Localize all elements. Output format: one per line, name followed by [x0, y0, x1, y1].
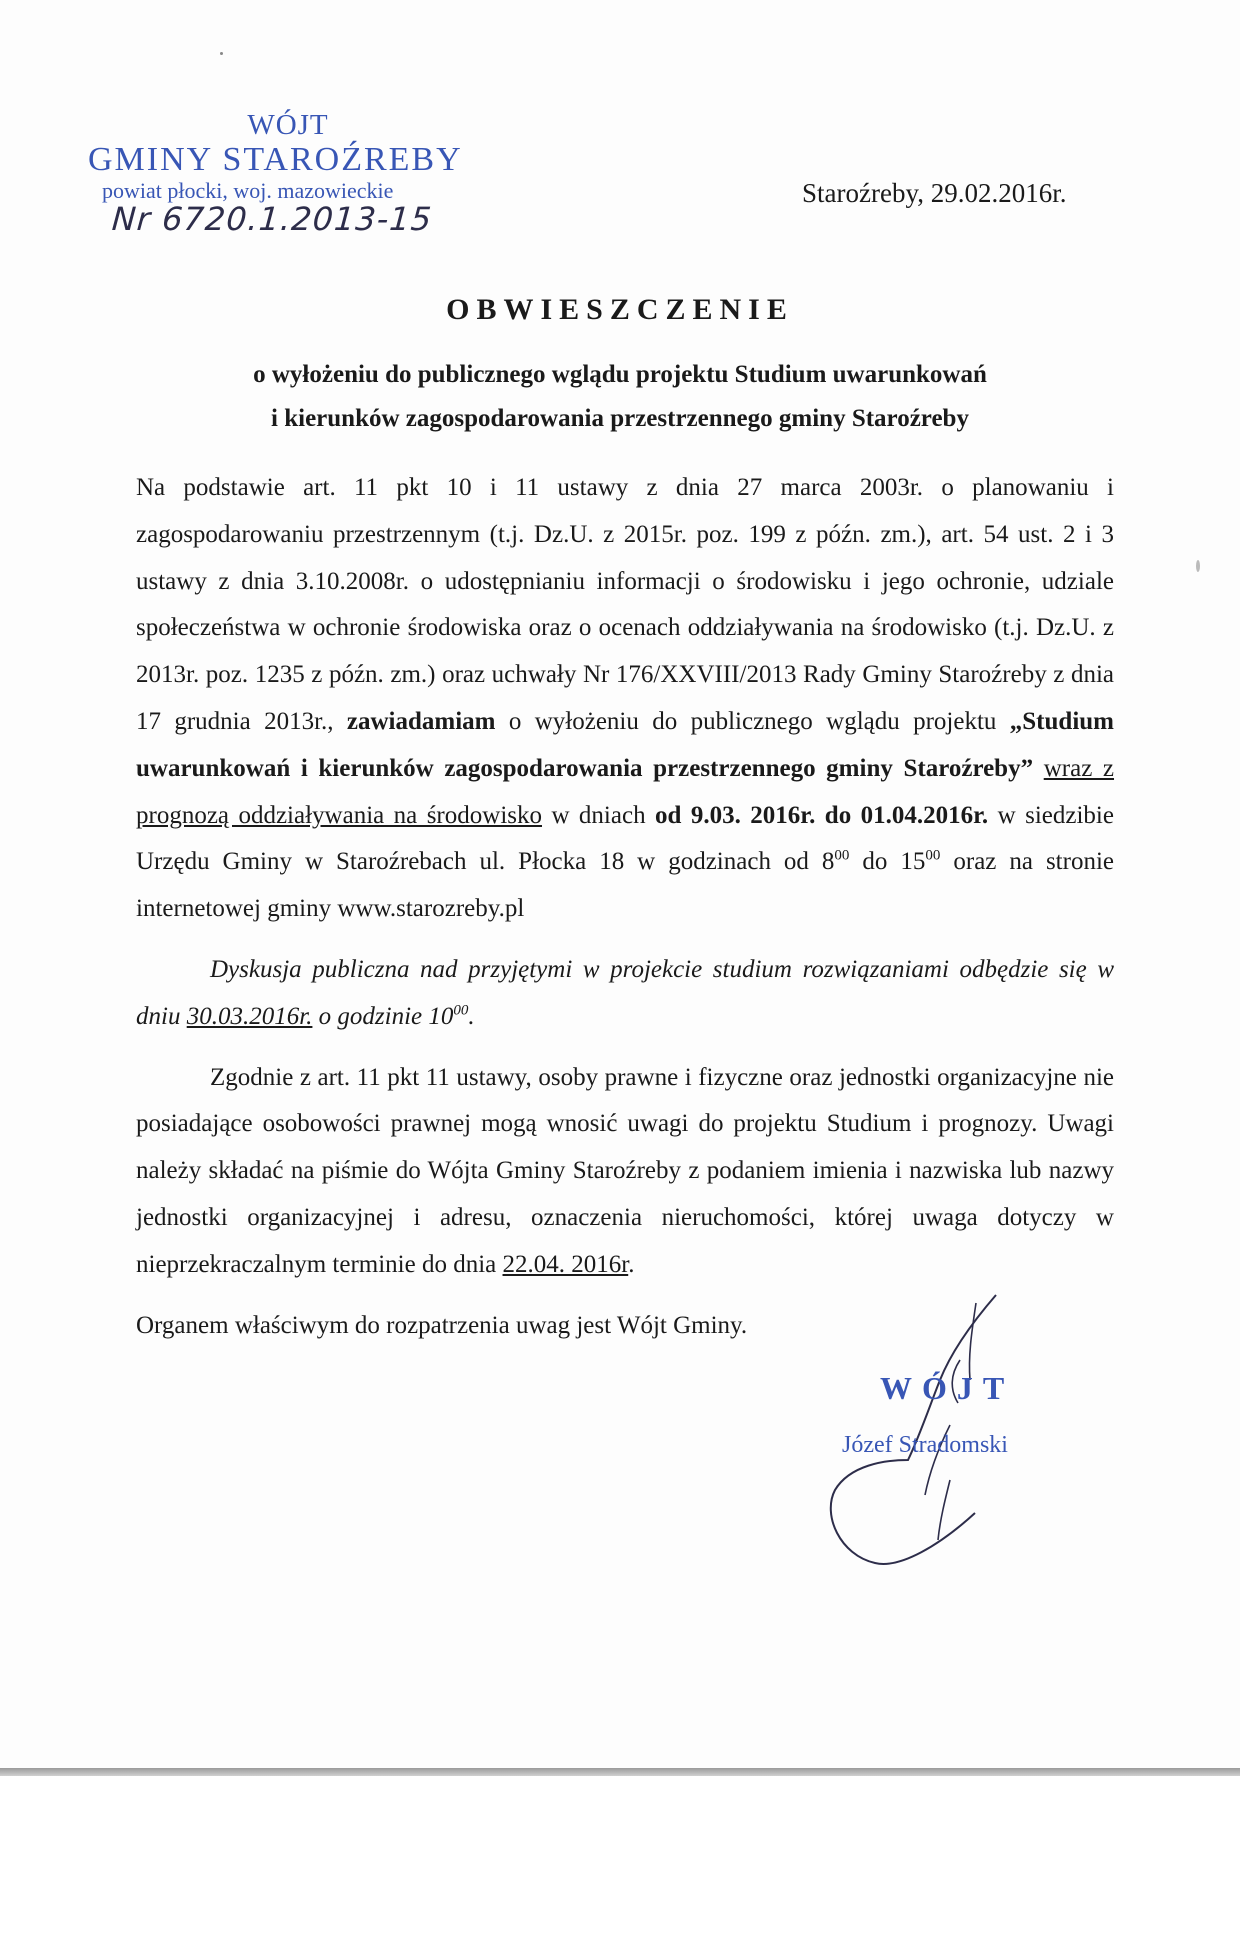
underlined-span: 30.03.2016r. [186, 1002, 313, 1030]
text-span: oraz na stronie internetowej gminy www.starozreby.pl [136, 848, 1114, 923]
paragraph-legal-basis [136, 465, 1114, 933]
bold-span: „Studium uwarunkowań i kierunków zagospodarowania przestrzennego gminy Staroźreby” [136, 707, 1114, 782]
paragraph-public-discussion [136, 947, 1114, 1041]
text-span: Zgodnie z art. 11 pkt 11 ustawy, osoby prawne i fizyczne oraz jednostki organizacyjne nie posiadające osobowości prawnej mogą wnosić uwagi do projektu Studium i prognozy. Uwagi należy składać na piśmie do Wójta Gminy Staroźreby z podaniem imienia i nazwiska lub nazwy jednostki organizacyjnej i adresu, oznaczenia nieruchomości, której uwaga dotyczy w nieprzekraczalnym terminie do dnia [136, 1063, 1114, 1278]
text-span: o wyłożeniu do publicznego wglądu projektu [495, 707, 1010, 735]
bold-span: zawiadamiam [346, 707, 496, 735]
text-span: Na podstawie art. 11 pkt 10 i 11 ustawy z dnia 27 marca 2003r. o planowaniu i zagospodarowaniu przestrzennym (t.j. Dz.U. z 2015r. poz. 199 z późn. zm.), art. 54 ust. 2 i 3 ustawy z dnia 3.10.2008r. o udostępnianiu informacji o środowisku i jego ochronie, udziale społeczeństwa w ochronie środowiska oraz o ocenach oddziaływania na środowisko (t.j. Dz.U. z 2013r. poz. 1235 z późn. zm.) oraz uchwały Nr 176/XXVIII/2013 Rady Gminy Staroźreby z dnia 17 grudnia 2013r., [136, 474, 1114, 735]
scan-speck [220, 52, 223, 55]
underlined-span: 22.04. 2016r [502, 1250, 629, 1278]
subtitle-line-2: i kierunków zagospodarowania przestrzennego gminy Staroźreby [271, 405, 969, 432]
document-date: Staroźreby, 29.02.2016r. [802, 178, 1067, 208]
paragraph-comments [136, 1055, 1114, 1289]
superscript: 00 [453, 1002, 469, 1019]
scan-edge [0, 1768, 1240, 1776]
stamp-line-1: WÓJT [247, 109, 329, 141]
signature-stamp-name: Józef Stradomski [842, 1432, 1008, 1458]
superscript: 00 [834, 848, 850, 865]
signature-stamp-title: WÓJT [880, 1370, 1015, 1406]
office-stamp [88, 108, 468, 204]
text-span: . [628, 1250, 635, 1278]
superscript: 00 [925, 848, 941, 865]
text-span [1033, 755, 1044, 782]
subtitle-line-1: o wyłożeniu do publicznego wglądu projektu Studium uwarunkowań [253, 361, 987, 388]
document-body [136, 465, 1114, 1349]
text-span: Dyskusja publiczna nad przyjętymi w projekcie studium rozwiązaniami odbędzie się w dniu [136, 955, 1114, 1030]
text-span: w dniach [542, 801, 656, 829]
text-span: . [468, 1002, 475, 1030]
paragraph-authority: Organem właściwym do rozpatrzenia uwag jest Wójt Gminy. [136, 1311, 748, 1339]
text-span: o godzinie 10 [312, 1002, 454, 1030]
handwritten-reference-number: Nr 6720.1.2013-15 [110, 200, 434, 238]
text-span: w siedzibie Urzędu Gminy w Staroźrebach ul. Płocka 18 w godzinach od 8 [136, 801, 1114, 876]
document-title: OBWIESZCZENIE [446, 293, 794, 326]
stamp-line-2: GMINY STAROŹREBY [88, 141, 463, 178]
stamp-line-3: powiat płocki, woj. mazowieckie [102, 178, 394, 203]
text-span: do 15 [849, 848, 926, 876]
bold-span: od 9.03. 2016r. do 01.04.2016r. [655, 801, 989, 829]
scan-speck [1196, 560, 1200, 572]
document-subtitle [0, 353, 1240, 441]
underlined-span: wraz z prognozą oddziaływania na środowisko [136, 754, 1115, 829]
